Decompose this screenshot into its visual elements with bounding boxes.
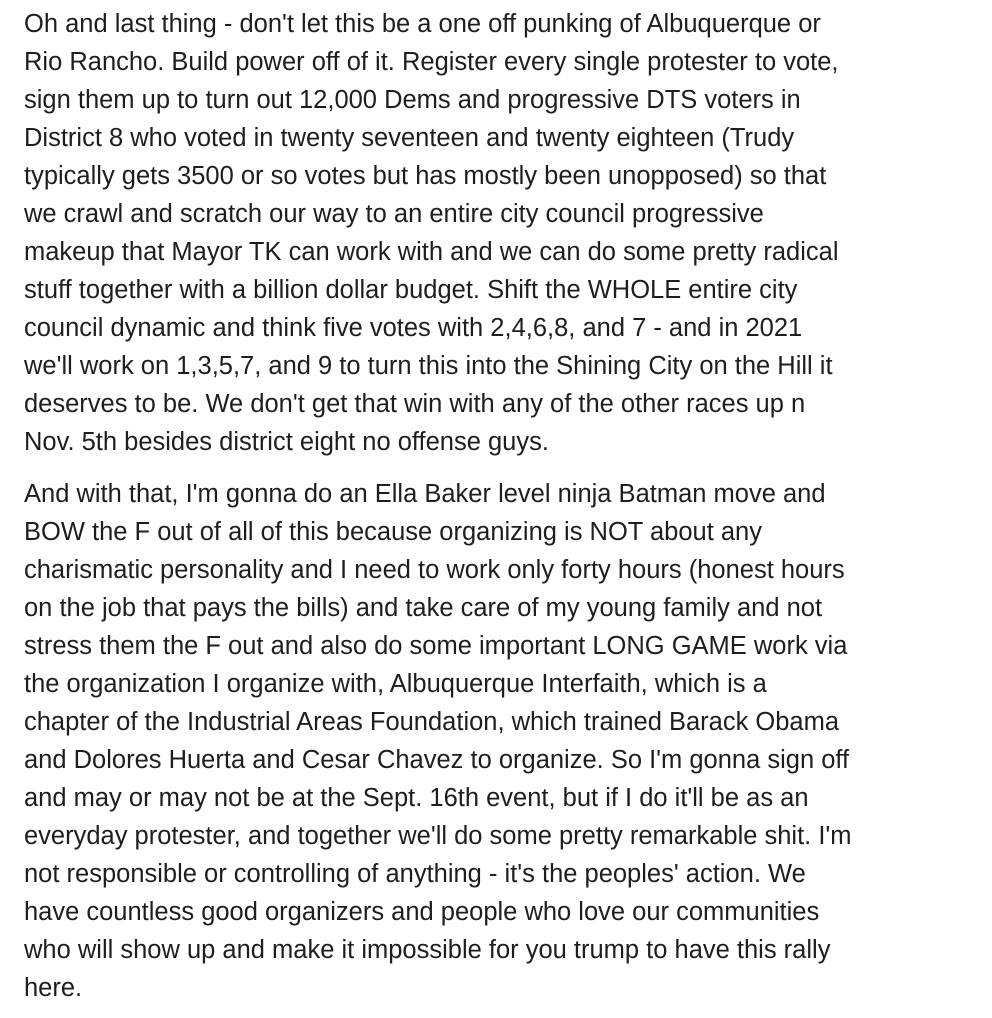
text-line: who will show up and make it impossible for you trump to have this rally [24, 936, 831, 964]
text-line: Rio Rancho. Build power off of it. Register every single protester to vote, [24, 48, 839, 76]
post-paragraph-2 [24, 475, 979, 1007]
text-line: on the job that pays the bills) and take care of my young family and not [24, 594, 823, 622]
text-line: and Dolores Huerta and Cesar Chavez to organize. So I'm gonna sign off [24, 746, 850, 774]
text-line: chapter of the Industrial Areas Foundation, which trained Barack Obama [24, 708, 840, 736]
text-line: stress them the F out and also do some important LONG GAME work via [24, 632, 848, 660]
text-line: sign them up to turn out 12,000 Dems and progressive DTS voters in [24, 86, 801, 114]
text-line: we'll work on 1,3,5,7, and 9 to turn this into the Shining City on the Hill it [24, 352, 833, 380]
text-line: have countless good organizers and people who love our communities [24, 898, 820, 926]
text-line: and may or may not be at the Sept. 16th event, but if I do it'll be as an [24, 784, 809, 812]
text-line: stuff together with a billion dollar budget. Shift the WHOLE entire city [24, 276, 798, 304]
text-line: deserves to be. We don't get that win with any of the other races up n [24, 390, 806, 418]
text-line: not responsible or controlling of anything - it's the peoples' action. We [24, 860, 806, 888]
text-line: here. [24, 974, 83, 1002]
text-line: makeup that Mayor TK can work with and we can do some pretty radical [24, 238, 839, 266]
text-line: everyday protester, and together we'll do some pretty remarkable shit. I'm [24, 822, 852, 850]
text-line: we crawl and scratch our way to an entire city council progressive [24, 200, 764, 228]
text-line: charismatic personality and I need to work only forty hours (honest hours [24, 556, 845, 584]
post-body [24, 5, 979, 1007]
text-line: District 8 who voted in twenty seventeen and twenty eighteen (Trudy [24, 124, 795, 152]
post-paragraph-1 [24, 5, 979, 461]
text-line: BOW the F out of all of this because organizing is NOT about any [24, 518, 762, 546]
text-line: typically gets 3500 or so votes but has mostly been unopposed) so that [24, 162, 827, 190]
text-line: the organization I organize with, Albuquerque Interfaith, which is a [24, 670, 767, 698]
text-line: Oh and last thing - don't let this be a one off punking of Albuquerque or [24, 10, 821, 38]
text-line: council dynamic and think five votes with 2,4,6,8, and 7 - and in 2021 [24, 314, 803, 342]
text-line: Nov. 5th besides district eight no offense guys. [24, 428, 549, 456]
text-line: And with that, I'm gonna do an Ella Baker level ninja Batman move and [24, 480, 826, 508]
